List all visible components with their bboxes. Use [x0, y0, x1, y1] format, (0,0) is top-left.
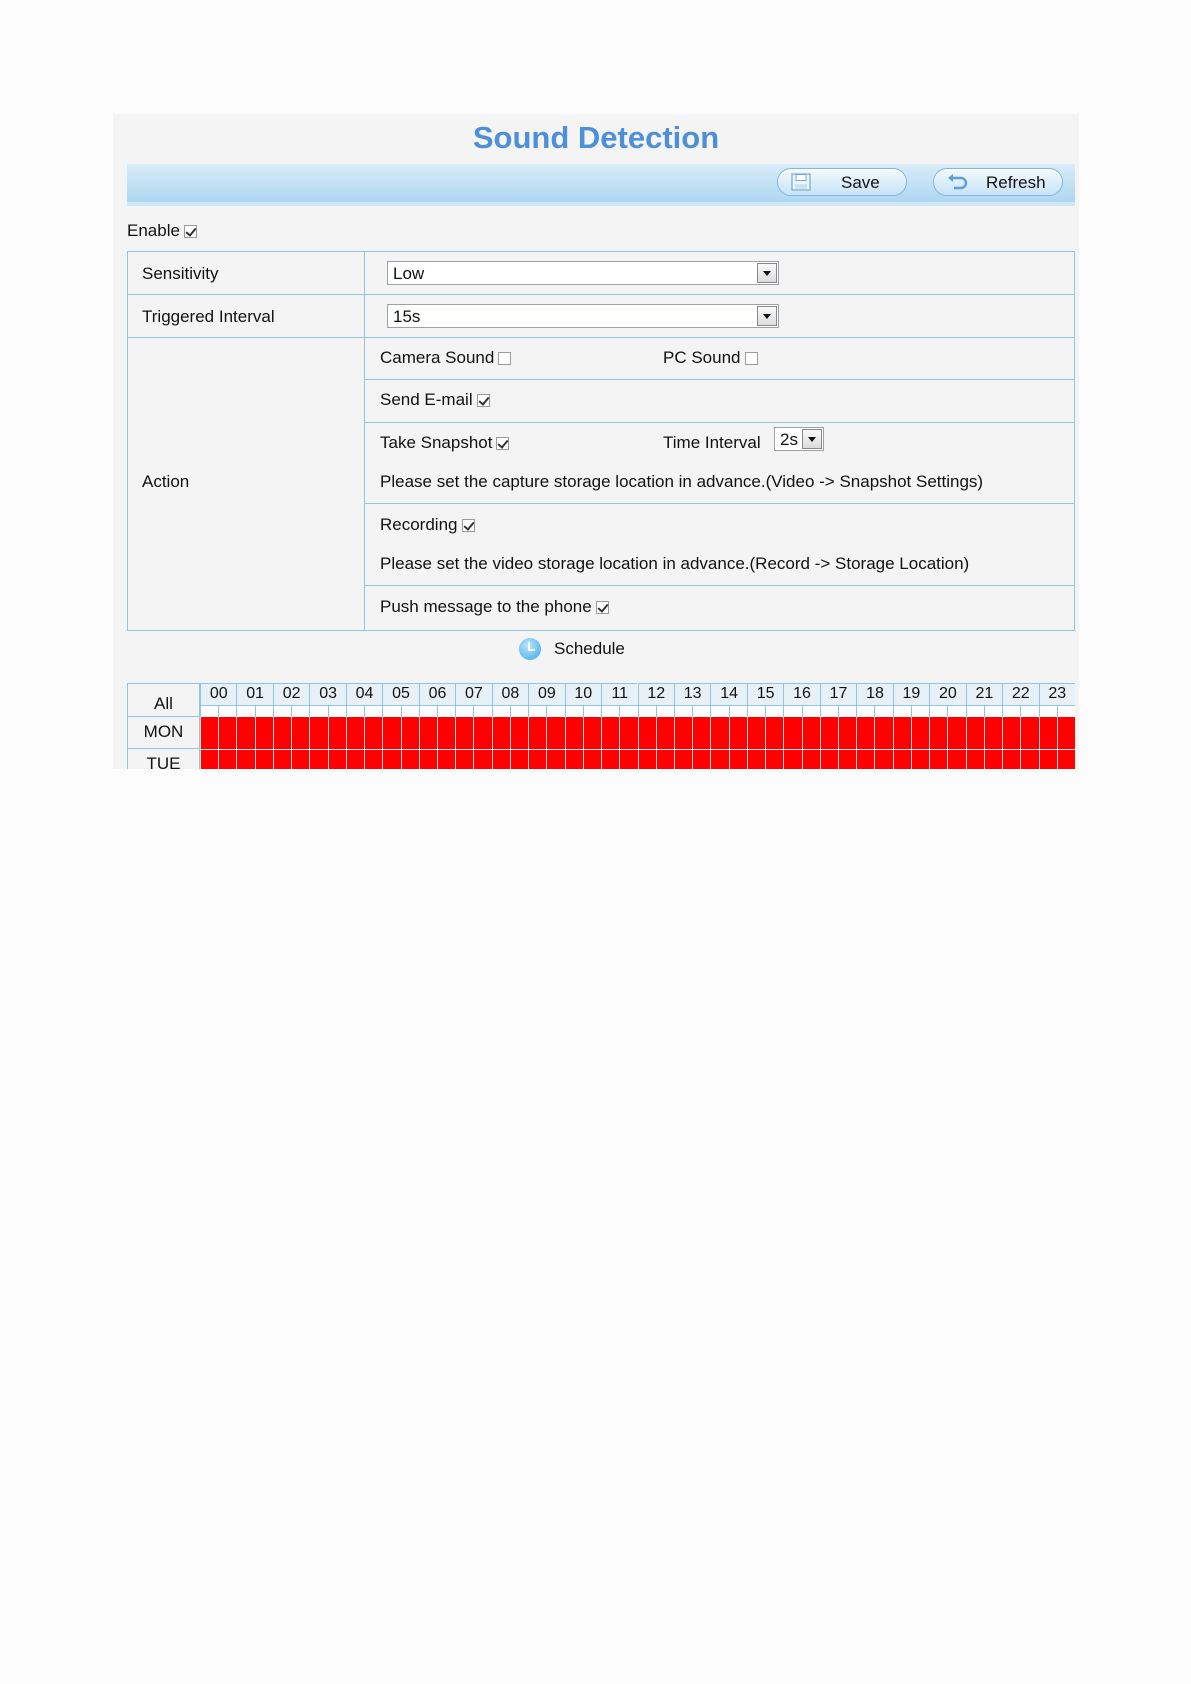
take-snapshot-checkbox[interactable] [496, 437, 509, 450]
half-hour-cell[interactable] [382, 706, 400, 717]
schedule-slot[interactable] [729, 750, 747, 769]
schedule-label: Schedule [554, 639, 625, 658]
hour-cell-12[interactable]: 12 [638, 683, 674, 705]
schedule-slot[interactable] [984, 750, 1002, 769]
schedule-slot[interactable] [528, 717, 546, 749]
hour-cell-11[interactable]: 11 [601, 683, 637, 705]
schedule-slot[interactable] [947, 750, 965, 769]
schedule-slot[interactable] [583, 717, 601, 749]
schedule-slot[interactable] [638, 750, 656, 769]
hour-header [200, 683, 1075, 717]
half-hour-cell[interactable] [729, 706, 747, 717]
camera-sound-checkbox[interactable] [498, 352, 511, 365]
hour-cell-06[interactable]: 06 [419, 683, 455, 705]
half-hour-cell[interactable] [492, 706, 510, 717]
triggered-interval-value: 15s [393, 307, 421, 326]
half-hour-row [200, 705, 1075, 717]
triggered-interval-select[interactable] [387, 304, 779, 328]
half-hour-cell[interactable] [1002, 706, 1020, 717]
hour-cell-22[interactable]: 22 [1002, 683, 1038, 705]
schedule-slot[interactable] [674, 750, 692, 769]
take-snapshot-option [380, 433, 509, 453]
schedule-slot[interactable] [747, 750, 765, 769]
schedule-slot[interactable] [583, 750, 601, 769]
hour-cell-20[interactable]: 20 [929, 683, 965, 705]
column-divider [364, 252, 365, 630]
schedule-slot[interactable] [346, 717, 364, 749]
hour-cell-16[interactable]: 16 [783, 683, 819, 705]
schedule-grid [127, 683, 1075, 769]
push-message-checkbox[interactable] [596, 601, 609, 614]
schedule-slot[interactable] [783, 750, 801, 769]
half-hour-cell[interactable] [601, 706, 619, 717]
refresh-button[interactable] [933, 168, 1063, 196]
hour-cell-18[interactable]: 18 [856, 683, 892, 705]
schedule-slot[interactable] [802, 750, 820, 769]
half-hour-cell[interactable] [255, 706, 273, 717]
day-label-tue[interactable]: TUE [127, 749, 200, 769]
schedule-slot[interactable] [765, 717, 783, 749]
pc-sound-option [663, 348, 758, 368]
schedule-slot[interactable] [291, 717, 309, 749]
schedule-slot[interactable] [565, 750, 583, 769]
save-button[interactable] [777, 168, 907, 196]
page-title: Sound Detection [472, 120, 720, 155]
triggered-interval-label: Triggered Interval [142, 307, 275, 326]
row-divider [364, 422, 1074, 423]
hour-cell-07[interactable]: 07 [455, 683, 491, 705]
hour-cell-01[interactable]: 01 [236, 683, 272, 705]
half-hour-cell[interactable] [1039, 706, 1057, 717]
action-label: Action [142, 472, 190, 491]
camera-sound-label: Camera Sound [380, 348, 495, 367]
half-hour-cell[interactable] [802, 706, 820, 717]
schedule-slot[interactable] [765, 750, 783, 769]
hour-cell-13[interactable]: 13 [674, 683, 710, 705]
schedule-slot[interactable] [364, 750, 382, 769]
schedule-slot[interactable] [255, 750, 273, 769]
sensitivity-value: Low [393, 264, 425, 283]
schedule-slot[interactable] [619, 750, 637, 769]
schedule-slot[interactable] [674, 717, 692, 749]
enable-label: Enable [127, 221, 180, 240]
row-divider [364, 503, 1074, 504]
schedule-slot[interactable] [893, 750, 911, 769]
schedule-slot[interactable] [218, 717, 236, 749]
half-hour-cell[interactable] [473, 706, 491, 717]
schedule-slot[interactable] [1057, 717, 1075, 749]
schedule-slot[interactable] [382, 750, 400, 769]
send-email-label: Send E-mail [380, 390, 473, 409]
row-divider [128, 294, 1074, 295]
schedule-slot[interactable] [1057, 750, 1075, 769]
schedule-slot[interactable] [838, 750, 856, 769]
row-divider [364, 379, 1074, 380]
hour-cell-10[interactable]: 10 [565, 683, 601, 705]
hour-cell-03[interactable]: 03 [309, 683, 345, 705]
sound-detection-panel [113, 114, 1079, 769]
time-interval-select[interactable] [774, 427, 824, 451]
schedule-slot[interactable] [710, 750, 728, 769]
half-hour-cell[interactable] [765, 706, 783, 717]
half-hour-cell[interactable] [820, 706, 838, 717]
row-divider [364, 585, 1074, 586]
schedule-slot[interactable] [802, 717, 820, 749]
schedule-slot[interactable] [984, 717, 1002, 749]
hour-cell-04[interactable]: 04 [346, 683, 382, 705]
row-divider [128, 337, 1074, 338]
half-hour-cell[interactable] [747, 706, 765, 717]
half-hour-cell[interactable] [966, 706, 984, 717]
schedule-slot[interactable] [200, 717, 218, 749]
pc-sound-label: PC Sound [663, 348, 741, 367]
toolbar [127, 164, 1075, 206]
schedule-slot[interactable] [455, 750, 473, 769]
schedule-slot[interactable] [747, 717, 765, 749]
half-hour-cell[interactable] [1020, 706, 1038, 717]
schedule-slot[interactable] [874, 717, 892, 749]
half-hour-cell[interactable] [874, 706, 892, 717]
schedule-slot[interactable] [255, 717, 273, 749]
schedule-slot[interactable] [273, 717, 291, 749]
half-hour-cell[interactable] [437, 706, 455, 717]
hour-cell-00[interactable]: 00 [200, 683, 236, 705]
schedule-slot[interactable] [966, 717, 984, 749]
schedule-slot[interactable] [656, 750, 674, 769]
half-hour-cell[interactable] [346, 706, 364, 717]
send-email-checkbox[interactable] [477, 394, 490, 407]
hour-cell-08[interactable]: 08 [492, 683, 528, 705]
schedule-slot[interactable] [510, 750, 528, 769]
half-hour-cell[interactable] [328, 706, 346, 717]
schedule-row-tue[interactable] [200, 750, 1075, 769]
half-hour-cell[interactable] [565, 706, 583, 717]
half-hour-cell[interactable] [929, 706, 947, 717]
take-snapshot-label: Take Snapshot [380, 433, 493, 452]
schedule-slot[interactable] [874, 750, 892, 769]
schedule-slot[interactable] [309, 750, 327, 769]
schedule-slot[interactable] [638, 717, 656, 749]
schedule-slot[interactable] [364, 717, 382, 749]
schedule-slot[interactable] [473, 750, 491, 769]
schedule-slot[interactable] [528, 750, 546, 769]
half-hour-cell[interactable] [200, 706, 218, 717]
schedule-slot[interactable] [601, 717, 619, 749]
half-hour-cell[interactable] [984, 706, 1002, 717]
enable-checkbox[interactable] [184, 225, 197, 238]
schedule-slot[interactable] [601, 750, 619, 769]
save-label: Save [841, 173, 880, 192]
day-label-mon[interactable]: MON [127, 717, 200, 749]
half-hour-cell[interactable] [674, 706, 692, 717]
schedule-slot[interactable] [929, 717, 947, 749]
schedule-row-mon[interactable] [200, 717, 1075, 749]
schedule-slot[interactable] [473, 717, 491, 749]
chevron-down-icon[interactable] [757, 306, 777, 326]
schedule-slot[interactable] [1002, 717, 1020, 749]
enable-row [127, 221, 197, 241]
half-hour-cell[interactable] [510, 706, 528, 717]
schedule-slot[interactable] [947, 717, 965, 749]
time-interval-value: 2s [780, 430, 798, 449]
camera-sound-option [380, 348, 511, 368]
snapshot-note: Please set the capture storage location in advance.(Video -> Snapshot Settings) [380, 472, 984, 491]
half-hour-cell[interactable] [364, 706, 382, 717]
schedule-slot[interactable] [710, 717, 728, 749]
select-all-cell[interactable]: All [127, 683, 200, 717]
schedule-slot[interactable] [619, 717, 637, 749]
schedule-slot[interactable] [565, 717, 583, 749]
schedule-slot[interactable] [401, 750, 419, 769]
sensitivity-label: Sensitivity [142, 264, 219, 283]
schedule-slot[interactable] [856, 717, 874, 749]
push-message-label: Push message to the phone [380, 597, 592, 616]
schedule-slot[interactable] [510, 717, 528, 749]
hour-cell-02[interactable]: 02 [273, 683, 309, 705]
schedule-slot[interactable] [291, 750, 309, 769]
half-hour-cell[interactable] [619, 706, 637, 717]
schedule-slot[interactable] [419, 750, 437, 769]
schedule-slot[interactable] [856, 750, 874, 769]
schedule-slot[interactable] [492, 717, 510, 749]
schedule-slot[interactable] [346, 750, 364, 769]
push-message-option [380, 597, 609, 617]
schedule-slot[interactable] [328, 750, 346, 769]
send-email-option [380, 390, 490, 410]
half-hour-cell[interactable] [783, 706, 801, 717]
half-hour-cell[interactable] [710, 706, 728, 717]
half-hour-cell[interactable] [583, 706, 601, 717]
schedule-slot[interactable] [1020, 717, 1038, 749]
half-hour-cell[interactable] [893, 706, 911, 717]
pc-sound-checkbox[interactable] [745, 352, 758, 365]
half-hour-cell[interactable] [638, 706, 656, 717]
recording-option [380, 515, 475, 535]
recording-note: Please set the video storage location in advance.(Record -> Storage Location) [380, 554, 970, 573]
hour-cell-19[interactable]: 19 [893, 683, 929, 705]
schedule-slot[interactable] [455, 717, 473, 749]
half-hour-cell[interactable] [856, 706, 874, 717]
schedule-slot[interactable] [218, 750, 236, 769]
schedule-slot[interactable] [492, 750, 510, 769]
hour-cell-21[interactable]: 21 [966, 683, 1002, 705]
schedule-slot[interactable] [328, 717, 346, 749]
half-hour-cell[interactable] [1057, 706, 1075, 717]
hour-cell-15[interactable]: 15 [747, 683, 783, 705]
schedule-slot[interactable] [1039, 717, 1057, 749]
schedule-slot[interactable] [911, 750, 929, 769]
schedule-slot[interactable] [820, 717, 838, 749]
sensitivity-select[interactable] [387, 261, 779, 285]
schedule-slot[interactable] [546, 717, 564, 749]
floppy-disk-icon [790, 173, 812, 191]
schedule-slot[interactable] [783, 717, 801, 749]
schedule-slot[interactable] [401, 717, 419, 749]
hour-cell-09[interactable]: 09 [528, 683, 564, 705]
schedule-slot[interactable] [692, 750, 710, 769]
half-hour-cell[interactable] [309, 706, 327, 717]
chevron-down-icon[interactable] [802, 429, 822, 449]
chevron-down-icon[interactable] [757, 263, 777, 283]
schedule-slot[interactable] [929, 750, 947, 769]
schedule-slot[interactable] [729, 717, 747, 749]
half-hour-cell[interactable] [947, 706, 965, 717]
schedule-slot[interactable] [838, 717, 856, 749]
settings-table [127, 251, 1075, 631]
schedule-slot[interactable] [692, 717, 710, 749]
half-hour-cell[interactable] [528, 706, 546, 717]
schedule-slot[interactable] [273, 750, 291, 769]
hour-cell-05[interactable]: 05 [382, 683, 418, 705]
half-hour-cell[interactable] [455, 706, 473, 717]
half-hour-cell[interactable] [692, 706, 710, 717]
half-hour-cell[interactable] [419, 706, 437, 717]
schedule-slot[interactable] [966, 750, 984, 769]
half-hour-cell[interactable] [401, 706, 419, 717]
schedule-slot[interactable] [1039, 750, 1057, 769]
time-interval-label: Time Interval [663, 433, 761, 452]
undo-arrow-icon [946, 173, 968, 191]
schedule-slot[interactable] [419, 717, 437, 749]
schedule-slot[interactable] [1002, 750, 1020, 769]
schedule-slot[interactable] [236, 750, 254, 769]
recording-label: Recording [380, 515, 458, 534]
half-hour-cell[interactable] [911, 706, 929, 717]
clock-icon [519, 638, 541, 660]
half-hour-cell[interactable] [236, 706, 254, 717]
refresh-label: Refresh [986, 173, 1046, 192]
hour-cell-17[interactable]: 17 [820, 683, 856, 705]
half-hour-cell[interactable] [656, 706, 674, 717]
schedule-slot[interactable] [382, 717, 400, 749]
schedule-slot[interactable] [437, 717, 455, 749]
schedule-slot[interactable] [546, 750, 564, 769]
schedule-slot[interactable] [656, 717, 674, 749]
half-hour-cell[interactable] [291, 706, 309, 717]
half-hour-cell[interactable] [546, 706, 564, 717]
half-hour-cell[interactable] [273, 706, 291, 717]
recording-checkbox[interactable] [462, 519, 475, 532]
half-hour-cell[interactable] [218, 706, 236, 717]
schedule-slot[interactable] [309, 717, 327, 749]
hour-cell-14[interactable]: 14 [710, 683, 746, 705]
schedule-slot[interactable] [820, 750, 838, 769]
schedule-slot[interactable] [437, 750, 455, 769]
schedule-slot[interactable] [200, 750, 218, 769]
schedule-slot[interactable] [1020, 750, 1038, 769]
schedule-slot[interactable] [911, 717, 929, 749]
schedule-slot[interactable] [236, 717, 254, 749]
half-hour-cell[interactable] [838, 706, 856, 717]
hour-cell-23[interactable]: 23 [1039, 683, 1075, 705]
schedule-slot[interactable] [893, 717, 911, 749]
